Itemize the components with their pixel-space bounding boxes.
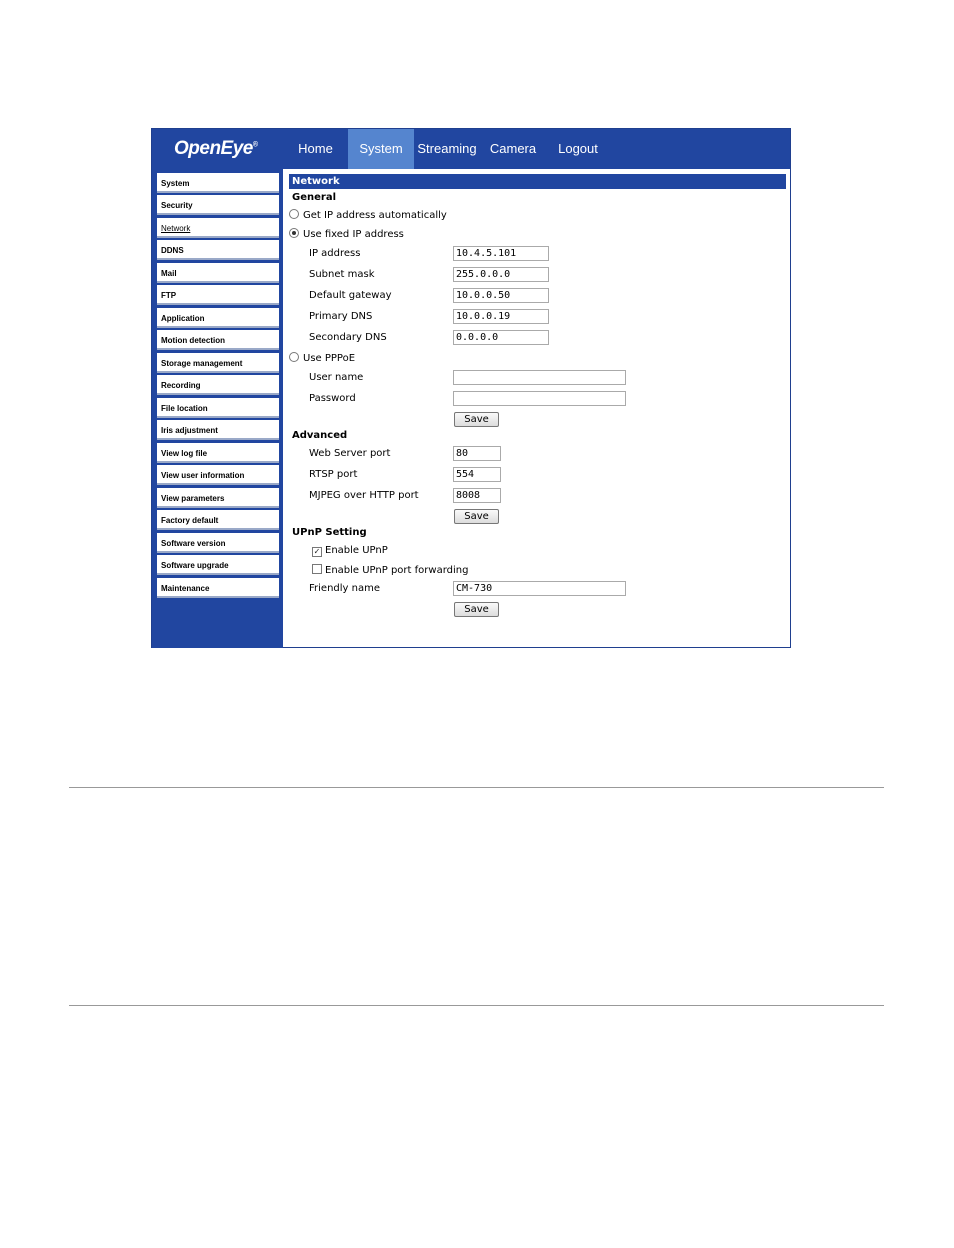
web-server-port-input[interactable]: 80 (453, 446, 501, 461)
mjpeg-port-input[interactable]: 8008 (453, 488, 501, 503)
sidebar-item-network[interactable]: Network (157, 218, 279, 238)
auto-ip-radio[interactable] (289, 209, 299, 219)
ip-address-input[interactable]: 10.4.5.101 (453, 246, 549, 261)
upnp-save-button[interactable]: Save (454, 602, 499, 617)
friendly-name-label: Friendly name (309, 583, 380, 594)
enable-upnp-checkbox[interactable]: ✓ (313, 547, 321, 556)
username-input[interactable] (453, 370, 626, 385)
advanced-heading: Advanced (292, 430, 348, 441)
tab-camera[interactable]: Camera (489, 141, 537, 156)
sidebar-item-software-upgrade[interactable]: Software upgrade (157, 555, 279, 575)
general-heading: General (292, 192, 336, 203)
rtsp-port-input[interactable]: 554 (453, 467, 501, 482)
pppoe-radio[interactable] (289, 352, 299, 362)
web-server-port-label: Web Server port (309, 448, 391, 459)
rtsp-port-label: RTSP port (309, 469, 358, 480)
sidebar-item-motion-detection[interactable]: Motion detection (157, 330, 279, 350)
secondary-dns-label: Secondary DNS (309, 332, 387, 343)
pppoe-label: Use PPPoE (303, 353, 356, 364)
sidebar-item-file-location[interactable]: File location (157, 398, 279, 418)
browser-frame (151, 128, 791, 648)
sidebar-item-application[interactable]: Application (157, 308, 279, 328)
default-gateway-label: Default gateway (309, 290, 392, 301)
openeye-logo: OpenEye® (174, 138, 258, 159)
top-navigation-bar (152, 129, 790, 169)
sidebar-item-system[interactable]: System (157, 173, 279, 193)
sidebar-item-ddns[interactable]: DDNS (157, 240, 279, 260)
sidebar-item-storage-management[interactable]: Storage management (157, 353, 279, 373)
subnet-mask-label: Subnet mask (309, 269, 375, 280)
password-label: Password (309, 393, 356, 404)
page-title: Network (289, 174, 786, 189)
secondary-dns-input[interactable]: 0.0.0.0 (453, 330, 549, 345)
primary-dns-label: Primary DNS (309, 311, 373, 322)
enable-upnp-label: Enable UPnP (325, 545, 388, 556)
sidebar-item-view-parameters[interactable]: View parameters (157, 488, 279, 508)
ip-address-label: IP address (309, 248, 361, 259)
sidebar-item-factory-default[interactable]: Factory default (157, 510, 279, 530)
password-input[interactable] (453, 391, 626, 406)
auto-ip-option[interactable] (289, 209, 447, 221)
pppoe-option[interactable] (289, 352, 355, 364)
enable-upnp-option[interactable] (312, 545, 388, 557)
sidebar-item-maintenance[interactable]: Maintenance (157, 578, 279, 598)
mjpeg-port-label: MJPEG over HTTP port (309, 490, 419, 501)
tab-system[interactable]: System (348, 129, 414, 169)
sidebar-item-view-log-file[interactable]: View log file (157, 443, 279, 463)
tab-home[interactable]: Home (298, 141, 333, 156)
upnp-heading: UPnP Setting (292, 527, 367, 538)
tab-logout[interactable]: Logout (558, 141, 598, 156)
subnet-mask-input[interactable]: 255.0.0.0 (453, 267, 549, 282)
general-save-button[interactable]: Save (454, 412, 499, 427)
tab-streaming[interactable]: Streaming (417, 141, 477, 156)
fixed-ip-label: Use fixed IP address (303, 229, 404, 240)
upnp-forwarding-checkbox[interactable] (312, 564, 322, 574)
divider-line (69, 1005, 884, 1006)
fixed-ip-option[interactable] (289, 228, 404, 240)
fixed-ip-radio[interactable] (289, 228, 299, 238)
advanced-save-button[interactable]: Save (454, 509, 499, 524)
divider-line (69, 787, 884, 788)
sidebar-item-iris-adjustment[interactable]: Iris adjustment (157, 420, 279, 440)
upnp-forwarding-label: Enable UPnP port forwarding (325, 565, 469, 576)
primary-dns-input[interactable]: 10.0.0.19 (453, 309, 549, 324)
sidebar-item-mail[interactable]: Mail (157, 263, 279, 283)
auto-ip-label: Get IP address automatically (303, 210, 447, 221)
sidebar-item-view-user-information[interactable]: View user information (157, 465, 279, 485)
default-gateway-input[interactable]: 10.0.0.50 (453, 288, 549, 303)
upnp-forwarding-option[interactable] (312, 564, 468, 576)
username-label: User name (309, 372, 364, 383)
sidebar-item-security[interactable]: Security (157, 195, 279, 215)
sidebar-item-software-version[interactable]: Software version (157, 533, 279, 553)
sidebar-item-ftp[interactable]: FTP (157, 285, 279, 305)
sidebar-item-recording[interactable]: Recording (157, 375, 279, 395)
friendly-name-input[interactable]: CM-730 (453, 581, 626, 596)
sidebar (152, 169, 283, 648)
